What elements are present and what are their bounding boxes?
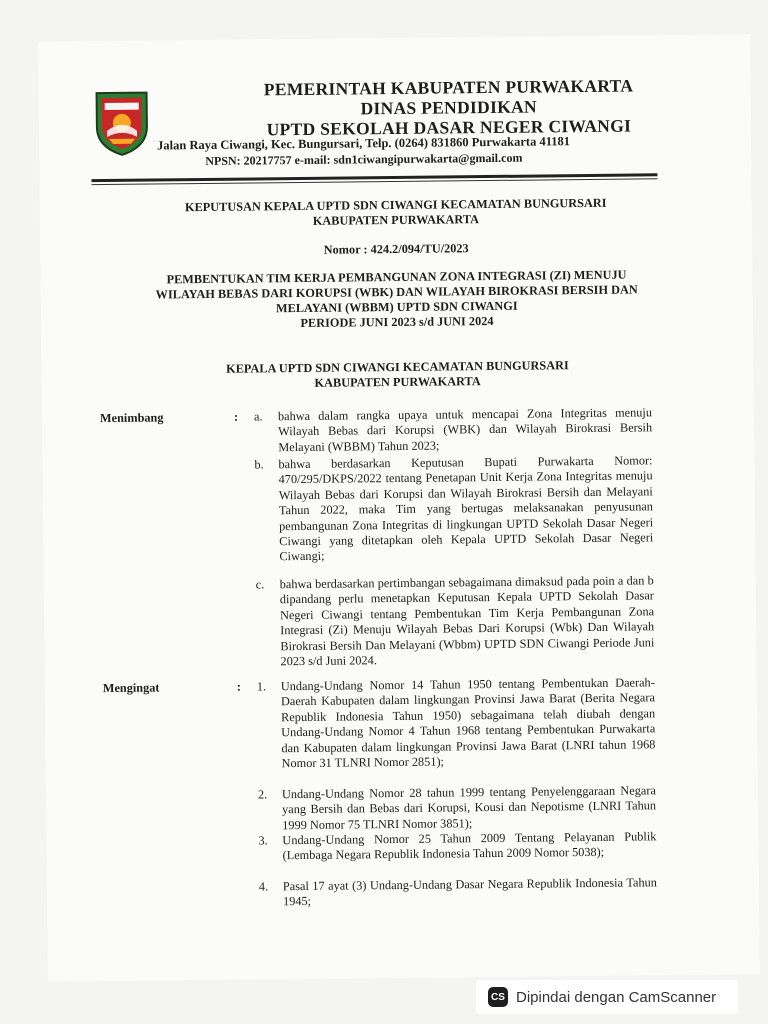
mengingat-item-2 [258,783,656,833]
decree-title: KEPUTUSAN KEPALA UPTD SDN CIWANGI KECAMATAN BUNGURSARI KABUPATEN PURWAKARTA [184,195,607,228]
mengingat-item-1 [257,675,656,772]
menimbang-item-c [256,573,655,670]
decree-issuer: KEPALA UPTD SDN CIWANGI KECAMATAN BUNGURSARI KABUPATEN PURWAKARTA [226,358,569,390]
decree-number: Nomor : 424.2/094/TU/2023 [323,241,469,257]
kabupaten-emblem-icon [93,89,152,158]
item-marker: 1. [256,679,267,694]
item-text: Undang-Undang Nomor 28 tahun 1999 tentang Penyelenggaraan Negara yang Bersih dan Bebas dari Korupsi, Kousi dan Nepotisme (LNRI Tahun 1999 Nomor 75 TLNRI Nomor 3851); [281,783,657,833]
item-marker: a. [253,409,263,424]
menimbang-label: Menimbang [99,410,164,426]
letterhead-agency: DINAS PENDIDIKAN [360,96,538,119]
letterhead [188,75,709,141]
camscanner-logo-icon: CS [488,987,508,1007]
item-text: bahwa berdasarkan pertimbangan sebagaimana dimaksud pada poin a dan b dipandang perlu menetapkan Keputusan Kepala UPTD Sekolah Dasar Negeri Ciwangi tentang Pembentukan Tim Kerja Pembangunan Zona Integrasi (Zi) Menuju Wilayah Bebas Dari Korupsi (Wbk) Dan Wilayah Birokrasi Bersih Dan Melayani (Wbbm) UPTD SDN Ciwangi Periode Juni 2023 s/d Juni 2024. [279,573,655,669]
menimbang-item-b [254,453,653,565]
letterhead-government: PEMERINTAH KABUPATEN PURWAKARTA [263,75,634,100]
menimbang-colon: : [233,409,239,424]
camscanner-watermark [476,980,738,1014]
document-page [38,34,760,981]
item-marker: 4. [258,879,269,894]
item-marker: 3. [258,833,268,848]
mengingat-item-4 [259,875,657,910]
item-text: Undang-Undang Nomor 14 Tahun 1950 tentang Pembentukan Daerah-Daerah Kabupaten dalam lingkungan Provinsi Jawa Barat (Berita Negara Republik Indonesia Tahun 1950) sebagaimana telah diubah dengan Undang-Undang Nomor 4 Tahun 1968 tentang Pembentukan Purwakarta dan Kabupaten dalam lingkungan Provinsi Jawa Barat (LNRI tahun 1968 Nomor 31 TLNRI Nomor 2851); [280,675,656,771]
letterhead-school: UPTD SEKOLAH DASAR NEGER CIWANGI [266,115,632,140]
item-text: bahwa berdasarkan Keputusan Bupati Purwakarta Nomor: 470/295/DKPS/2022 tentang Penetapan Unit Kerja Zona Integritas menuju Wilayah Bebas dari Korupsi dan Wilayah Birokrasi Bersih dan Melayani Tahun 2022, maka Tim yang bertugas melaksanakan penyusunan pembangunan Zona Integritas di lingkungan UPTD Sekolah Dasar Negeri Ciwangi yang ditetapkan oleh Kepala UPTD Sekolah Dasar Negeri Ciwangi; [278,453,654,564]
mengingat-item-3 [258,829,656,864]
mengingat-label: Mengingat [102,680,160,696]
item-marker: c. [255,577,265,592]
item-text: Pasal 17 ayat (3) Undang-Undang Dasar Negara Republik Indonesia Tahun 1945; [282,875,657,909]
item-marker: 2. [257,787,268,802]
item-marker: b. [254,457,264,472]
camscanner-text: Dipindai dengan CamScanner [516,988,717,1006]
mengingat-colon: : [236,679,241,694]
item-text: Undang-Undang Nomor 25 Tahun 2009 Tentang Pelayanan Publik (Lembaga Negara Republik Indonesia Tahun 2009 Nomor 5038); [282,829,657,863]
item-text: bahwa dalam rangka upaya untuk mencapai Zona Integritas menuju Wilayah Bebas dari Korupsi (WBK) dan Wilayah Birokrasi Bersih Melayani (WBBM) Tahun 2023; [277,405,653,455]
letterhead-npsn-email: NPSN: 20217757 e-mail: sdn1ciwangipurwakarta@gmail.com [205,150,523,168]
menimbang-item-a [254,405,652,455]
letterhead-address: Jalan Raya Ciwangi, Kec. Bungursari, Telp. (0264) 831860 Purwakarta 41181 [157,134,571,153]
decree-subject: PEMBENTUKAN TIM KERJA PEMBANGUNAN ZONA INTEGRASI (ZI) MENUJU WILAYAH BEBAS DARI KORUPSI (WBK) DAN WILAYAH BIROKRASI BERSIH DAN MELAYANI (WBBM) UPTD SDN CIWANGI PERIODE JUNI 2023 s/d JUNI 2024 [155,267,638,330]
